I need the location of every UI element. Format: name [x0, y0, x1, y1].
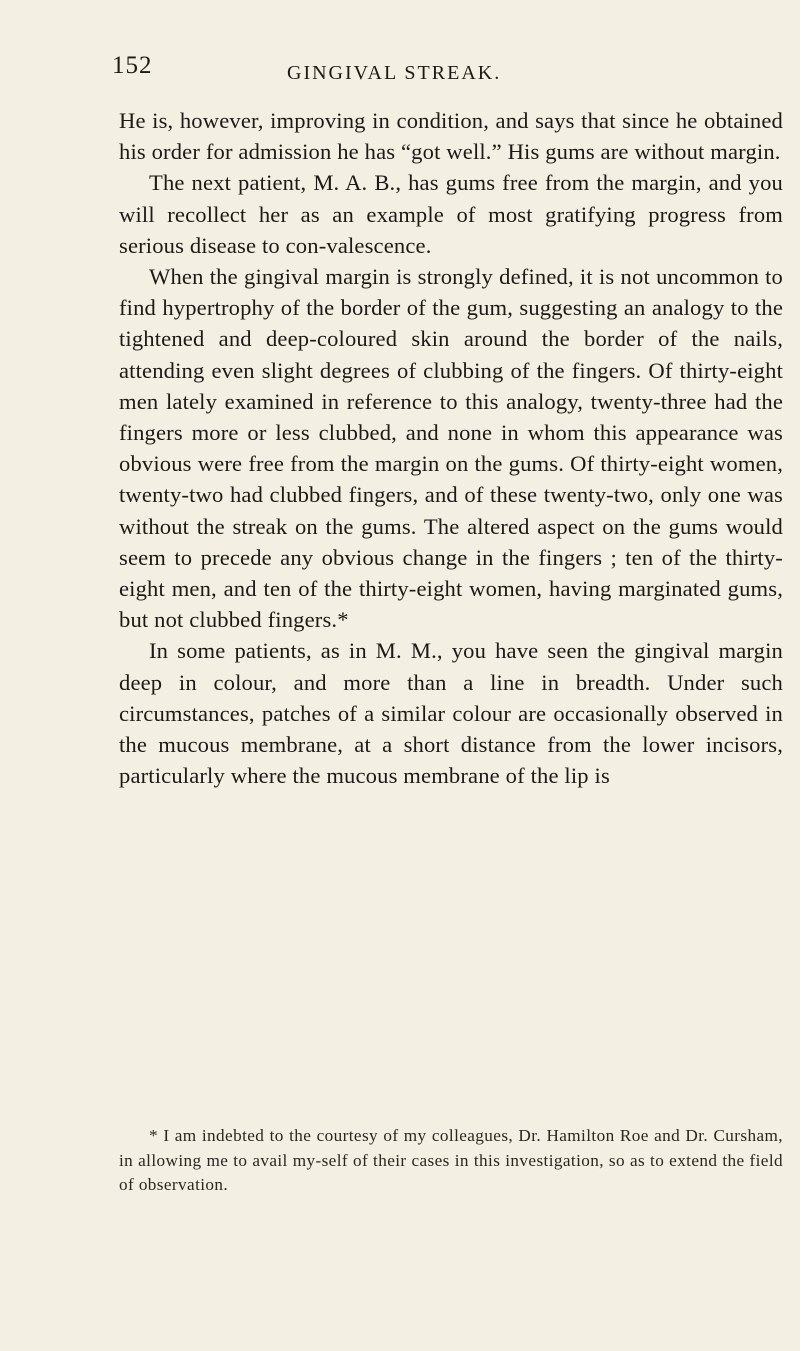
running-head — [112, 52, 788, 92]
paragraph: He is, however, improving in condition, and says that since he obtained his order for admission he has “got well.” His gums are without margin. — [119, 108, 783, 165]
running-title: GINGIVAL STREAK. — [287, 62, 502, 84]
footnote: * I am indebted to the courtesy of my colleagues, Dr. Hamilton Roe and Dr. Cursham, in allowing me to avail my-self of their cases in this investigation, so as to extend the field of observation. — [119, 1126, 783, 1194]
paragraph: In some patients, as in M. M., you have seen the gingival margin deep in colour, and more than a line in breadth. Under such circumstances, patches of a similar colour are occasionally observed in the mucous membrane, at a short distance from the lower incisors, particularly where the mucous membrane of the lip is — [119, 638, 783, 789]
paragraph: The next patient, M. A. B., has gums free from the margin, and you will recollect her as an example of most gratifying progress from serious disease to con-valescence. — [119, 170, 783, 258]
paragraph: When the gingival margin is strongly defined, it is not uncommon to find hypertrophy of the border of the gum, suggesting an analogy to the tightened and deep-coloured skin around the border of the nails, attending even slight degrees of clubbing of the fingers. Of thirty-eight men lately examined in reference to this analogy, twenty-three had the fingers more or less clubbed, and none in whom this appearance was obvious were free from the margin on the gums. Of thirty-eight women, twenty-two had clubbed fingers, and of these twenty-two, only one was without the streak on the gums. The altered aspect on the gums would seem to precede any obvious change in the fingers ; ten of the thirty-eight men, and ten of the thirty-eight women, having marginated gums, but not clubbed fingers.* — [119, 264, 783, 633]
page-number: 152 — [112, 52, 153, 79]
body-text — [119, 105, 783, 791]
